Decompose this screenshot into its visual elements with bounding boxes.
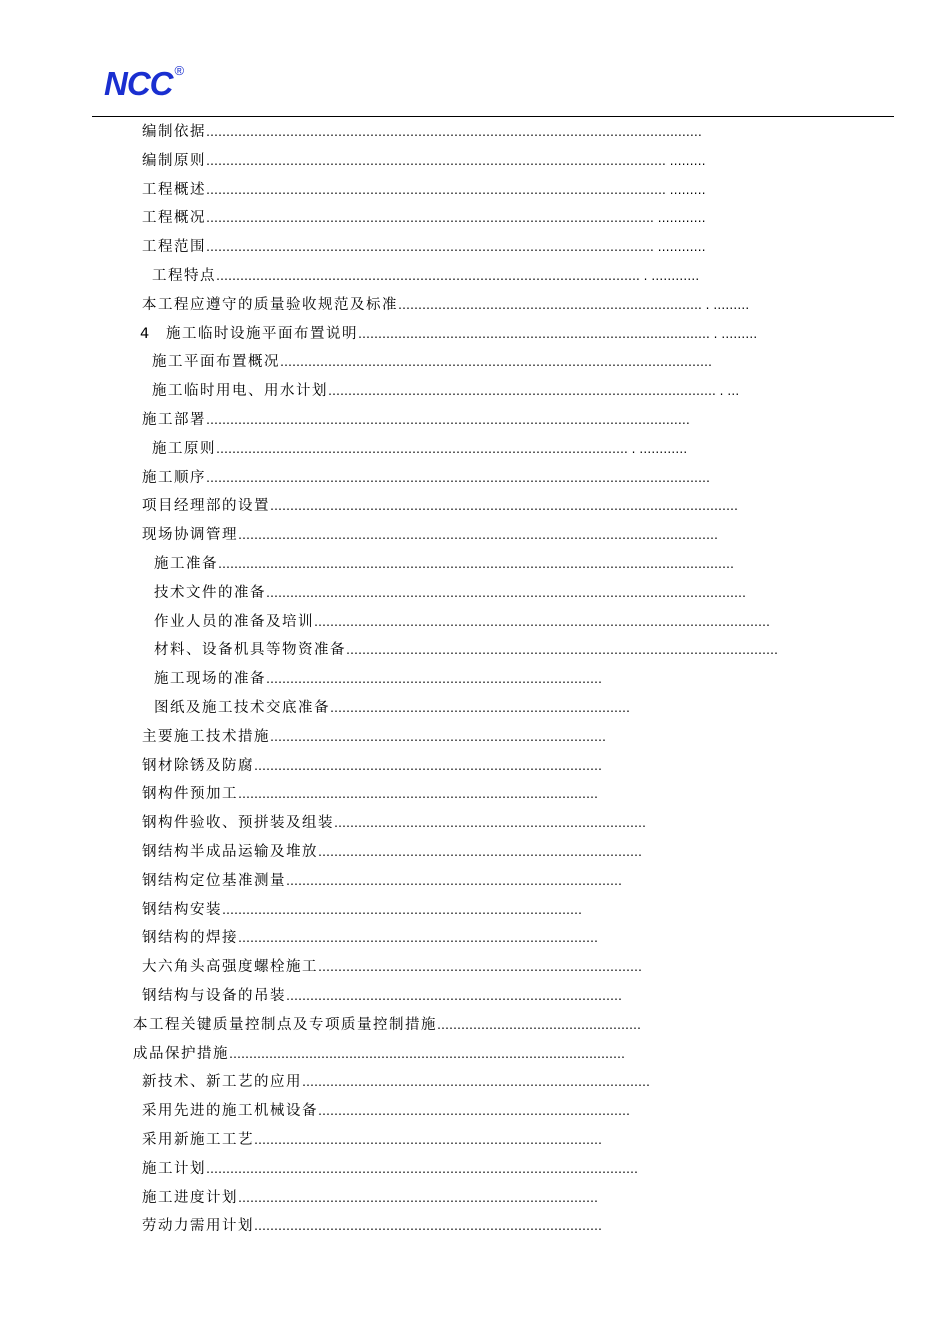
toc-entry-leader: …………………………………………………………………………… — [254, 1133, 602, 1147]
toc-entry-leader: …………………………………………………………………………………………………. ………… — [206, 211, 706, 226]
toc-entry-leader: …………………………………………………………………………… — [254, 1219, 602, 1234]
toc-entry-label: 采用新施工工艺 — [142, 1132, 254, 1148]
toc-entry-label: 钢结构的焊接 — [142, 930, 238, 947]
toc-entry-leader: ……………………………………………………………………………. . ……… — [358, 326, 758, 341]
toc-entry-leader: ……………………………………………………………………………………………… — [346, 643, 778, 658]
toc-entry-label: 本工程应遵守的质量验收规范及标准 — [142, 296, 398, 313]
toc-entry — [142, 838, 642, 866]
toc-entry-leader: ……………………………………………………………………… — [318, 960, 642, 975]
toc-entry-label: 技术文件的准备 — [154, 584, 266, 601]
toc-entry — [142, 233, 706, 261]
toc-entry-leader: …………………………………………………………………………………………………. ………… — [206, 240, 706, 255]
toc-entry-leader: ……………………………………………………………………………………………………. ……… — [206, 182, 706, 197]
toc-entry — [154, 579, 746, 607]
toc-entry-label: 钢结构半成品运输及堆放 — [142, 844, 318, 860]
toc-entry-label: 工程概述 — [142, 181, 206, 198]
toc-entry — [142, 1126, 602, 1154]
toc-entry — [142, 953, 642, 981]
toc-entry — [154, 608, 770, 636]
toc-entry-label: 施工进度计划 — [142, 1189, 238, 1206]
toc-entry-leader: …………………………………………………………………… — [318, 1104, 630, 1119]
logo-text: NCC — [104, 65, 173, 102]
toc-entry-label: 施工临时用电、用水计划 — [152, 383, 328, 400]
toc-entry-leader: ……………………………………………………………………………………………………….…… — [206, 125, 702, 139]
toc-entry — [142, 118, 702, 146]
toc-entry-leader: ………………………………………………………………………… — [270, 729, 606, 744]
toc-entry-label: 编制原则 — [142, 152, 206, 169]
toc-entry — [142, 752, 602, 780]
toc-entry-label: 施工顺序 — [142, 469, 206, 486]
toc-entry-leader: ……………………………………………………………………………………………… — [206, 1161, 638, 1176]
toc-entry-label: 项目经理部的设置 — [142, 498, 270, 515]
toc-entry — [142, 867, 622, 895]
toc-entry-leader: ……………………………………………………………………………… — [238, 1190, 598, 1205]
toc-entry-label: 钢构件验收、预拼装及组装 — [142, 815, 334, 832]
toc-entry-leader: …………………………………………………………………… — [334, 816, 646, 831]
toc-entry-leader: ………………………………………………………………………………………………………… — [238, 528, 718, 543]
toc-entry-leader: …………………………………………………………………………………………………….…… — [206, 413, 690, 427]
toc-entry-label: 采用先进的施工机械设备 — [142, 1103, 318, 1120]
toc-entry-label: 钢结构与设备的吊装 — [142, 988, 286, 1004]
toc-entry — [152, 377, 739, 405]
toc-entry-leader: ……………………………………………………………………………………………… — [280, 355, 712, 370]
toc-entry — [142, 982, 622, 1010]
toc-entry-leader: …………………………………………………………………………… — [254, 758, 602, 773]
toc-entry-label: 工程范围 — [142, 239, 206, 256]
toc-entry — [142, 780, 598, 808]
toc-entry-leader: ………………………………………………………………………… — [286, 989, 622, 1003]
toc-entry-label: 施工临时设施平面布置说明 — [166, 325, 358, 342]
company-logo — [104, 64, 184, 104]
toc-entry-label: 作业人员的准备及培训 — [154, 613, 314, 630]
toc-entry-leader: ……………………………………………………………………………………………………………… — [206, 470, 710, 485]
toc-entry — [142, 176, 706, 204]
toc-entry-label: 施工现场的准备 — [154, 671, 266, 688]
toc-entry-leader: …………………………………………………………………………………………………… — [314, 614, 770, 629]
toc-entry — [142, 464, 710, 492]
toc-entry-leader: ………………………………………………………………………………………………………………… — [218, 557, 734, 571]
toc-entry — [142, 809, 646, 837]
toc-entry-label: 施工原则 — [152, 440, 216, 457]
toc-entry — [142, 406, 690, 434]
toc-entry-label: 大六角头高强度螺栓施工 — [142, 959, 318, 976]
toc-entry — [142, 204, 706, 232]
toc-entry — [140, 320, 757, 348]
toc-entry — [152, 435, 687, 463]
toc-entry — [142, 1097, 630, 1125]
toc-entry — [142, 291, 749, 319]
toc-entry — [152, 348, 712, 376]
toc-entry-leader: ……………………………………………………………………… — [318, 845, 642, 859]
toc-entry — [142, 924, 598, 952]
toc-entry-label: 现场协调管理 — [142, 527, 238, 544]
toc-entry-label: 钢结构定位基准测量 — [142, 872, 286, 889]
toc-entry-leader: ………………………………………………………………… — [330, 701, 630, 715]
toc-entry — [133, 1011, 641, 1039]
toc-entry-leader: …………………………………………………………………………… — [302, 1075, 650, 1090]
toc-entry-label: 新技术、新工艺的应用 — [142, 1074, 302, 1091]
toc-entry — [154, 665, 602, 693]
toc-entry-leader: …………………………………………………………………………………………. . ………… — [216, 441, 688, 456]
toc-entry-label: 工程特点 — [152, 268, 216, 284]
toc-entry — [142, 492, 738, 520]
toc-entry-leader: ………………………………………………………………………………………………………… — [266, 585, 746, 600]
toc-entry-label: 成品保护措施 — [133, 1045, 229, 1062]
toc-entry-number: 4 — [140, 325, 150, 342]
toc-entry — [142, 1068, 650, 1096]
registered-mark-icon: ® — [174, 63, 185, 78]
toc-entry-label: 材料、设备机具等物资准备 — [154, 642, 346, 659]
toc-entry — [154, 636, 778, 664]
toc-entry-leader: ……………………………………………………………………………………………………. ……… — [206, 153, 706, 168]
toc-entry-label: 编制依据 — [142, 124, 206, 140]
toc-entry-leader: ……………………………………………………………………………………. . … — [328, 384, 740, 399]
toc-entry — [142, 896, 582, 924]
toc-entry — [152, 262, 699, 290]
toc-entry-leader: ………………………………………………………………………… — [286, 873, 622, 888]
toc-entry — [154, 694, 630, 722]
toc-entry — [142, 521, 718, 549]
toc-entry-label: 钢结构安装 — [142, 901, 222, 918]
toc-entry-leader: ……………………………………………………………………………………………………… — [270, 499, 738, 514]
toc-entry-leader: ……………………………………………………………………………………………. . ………… — [216, 269, 700, 283]
toc-entry-label: 施工计划 — [142, 1160, 206, 1177]
toc-entry — [142, 1155, 638, 1183]
toc-entry-label: 钢构件预加工 — [142, 786, 238, 803]
toc-entry-label: 本工程关键质量控制点及专项质量控制措施 — [133, 1016, 437, 1033]
toc-entry-leader: ……………………………………………………………………………… — [222, 902, 582, 917]
header-divider — [92, 116, 894, 117]
toc-entry-label: 施工准备 — [154, 556, 218, 572]
toc-entry — [142, 1184, 598, 1212]
toc-entry-label: 劳动力需用计划 — [142, 1218, 254, 1235]
toc-entry-leader: ……………………………………………………………………………… — [238, 931, 598, 946]
toc-entry-leader: ………………………………………………………………………… — [266, 672, 602, 687]
toc-entry-label: 主要施工技术措施 — [142, 728, 270, 745]
toc-entry-label: 工程概况 — [142, 210, 206, 227]
toc-entry-leader: ……………………………………………………………………………………… — [229, 1046, 625, 1061]
toc-entry — [142, 147, 706, 175]
toc-entry-leader: …………………………………………… — [437, 1017, 641, 1032]
toc-entry-leader: ……………………………………………………………………………… — [238, 787, 598, 802]
toc-entry-leader: …………………………………………………………………. . ……… — [398, 297, 750, 312]
toc-entry-label: 图纸及施工技术交底准备 — [154, 700, 330, 716]
toc-entry-label: 钢材除锈及防腐 — [142, 757, 254, 774]
toc-entry-label: 施工部署 — [142, 412, 206, 428]
toc-entry — [142, 1212, 602, 1240]
toc-entry-label: 施工平面布置概况 — [152, 354, 280, 371]
toc-entry — [154, 550, 734, 578]
toc-entry — [142, 723, 606, 751]
toc-entry — [133, 1040, 625, 1068]
